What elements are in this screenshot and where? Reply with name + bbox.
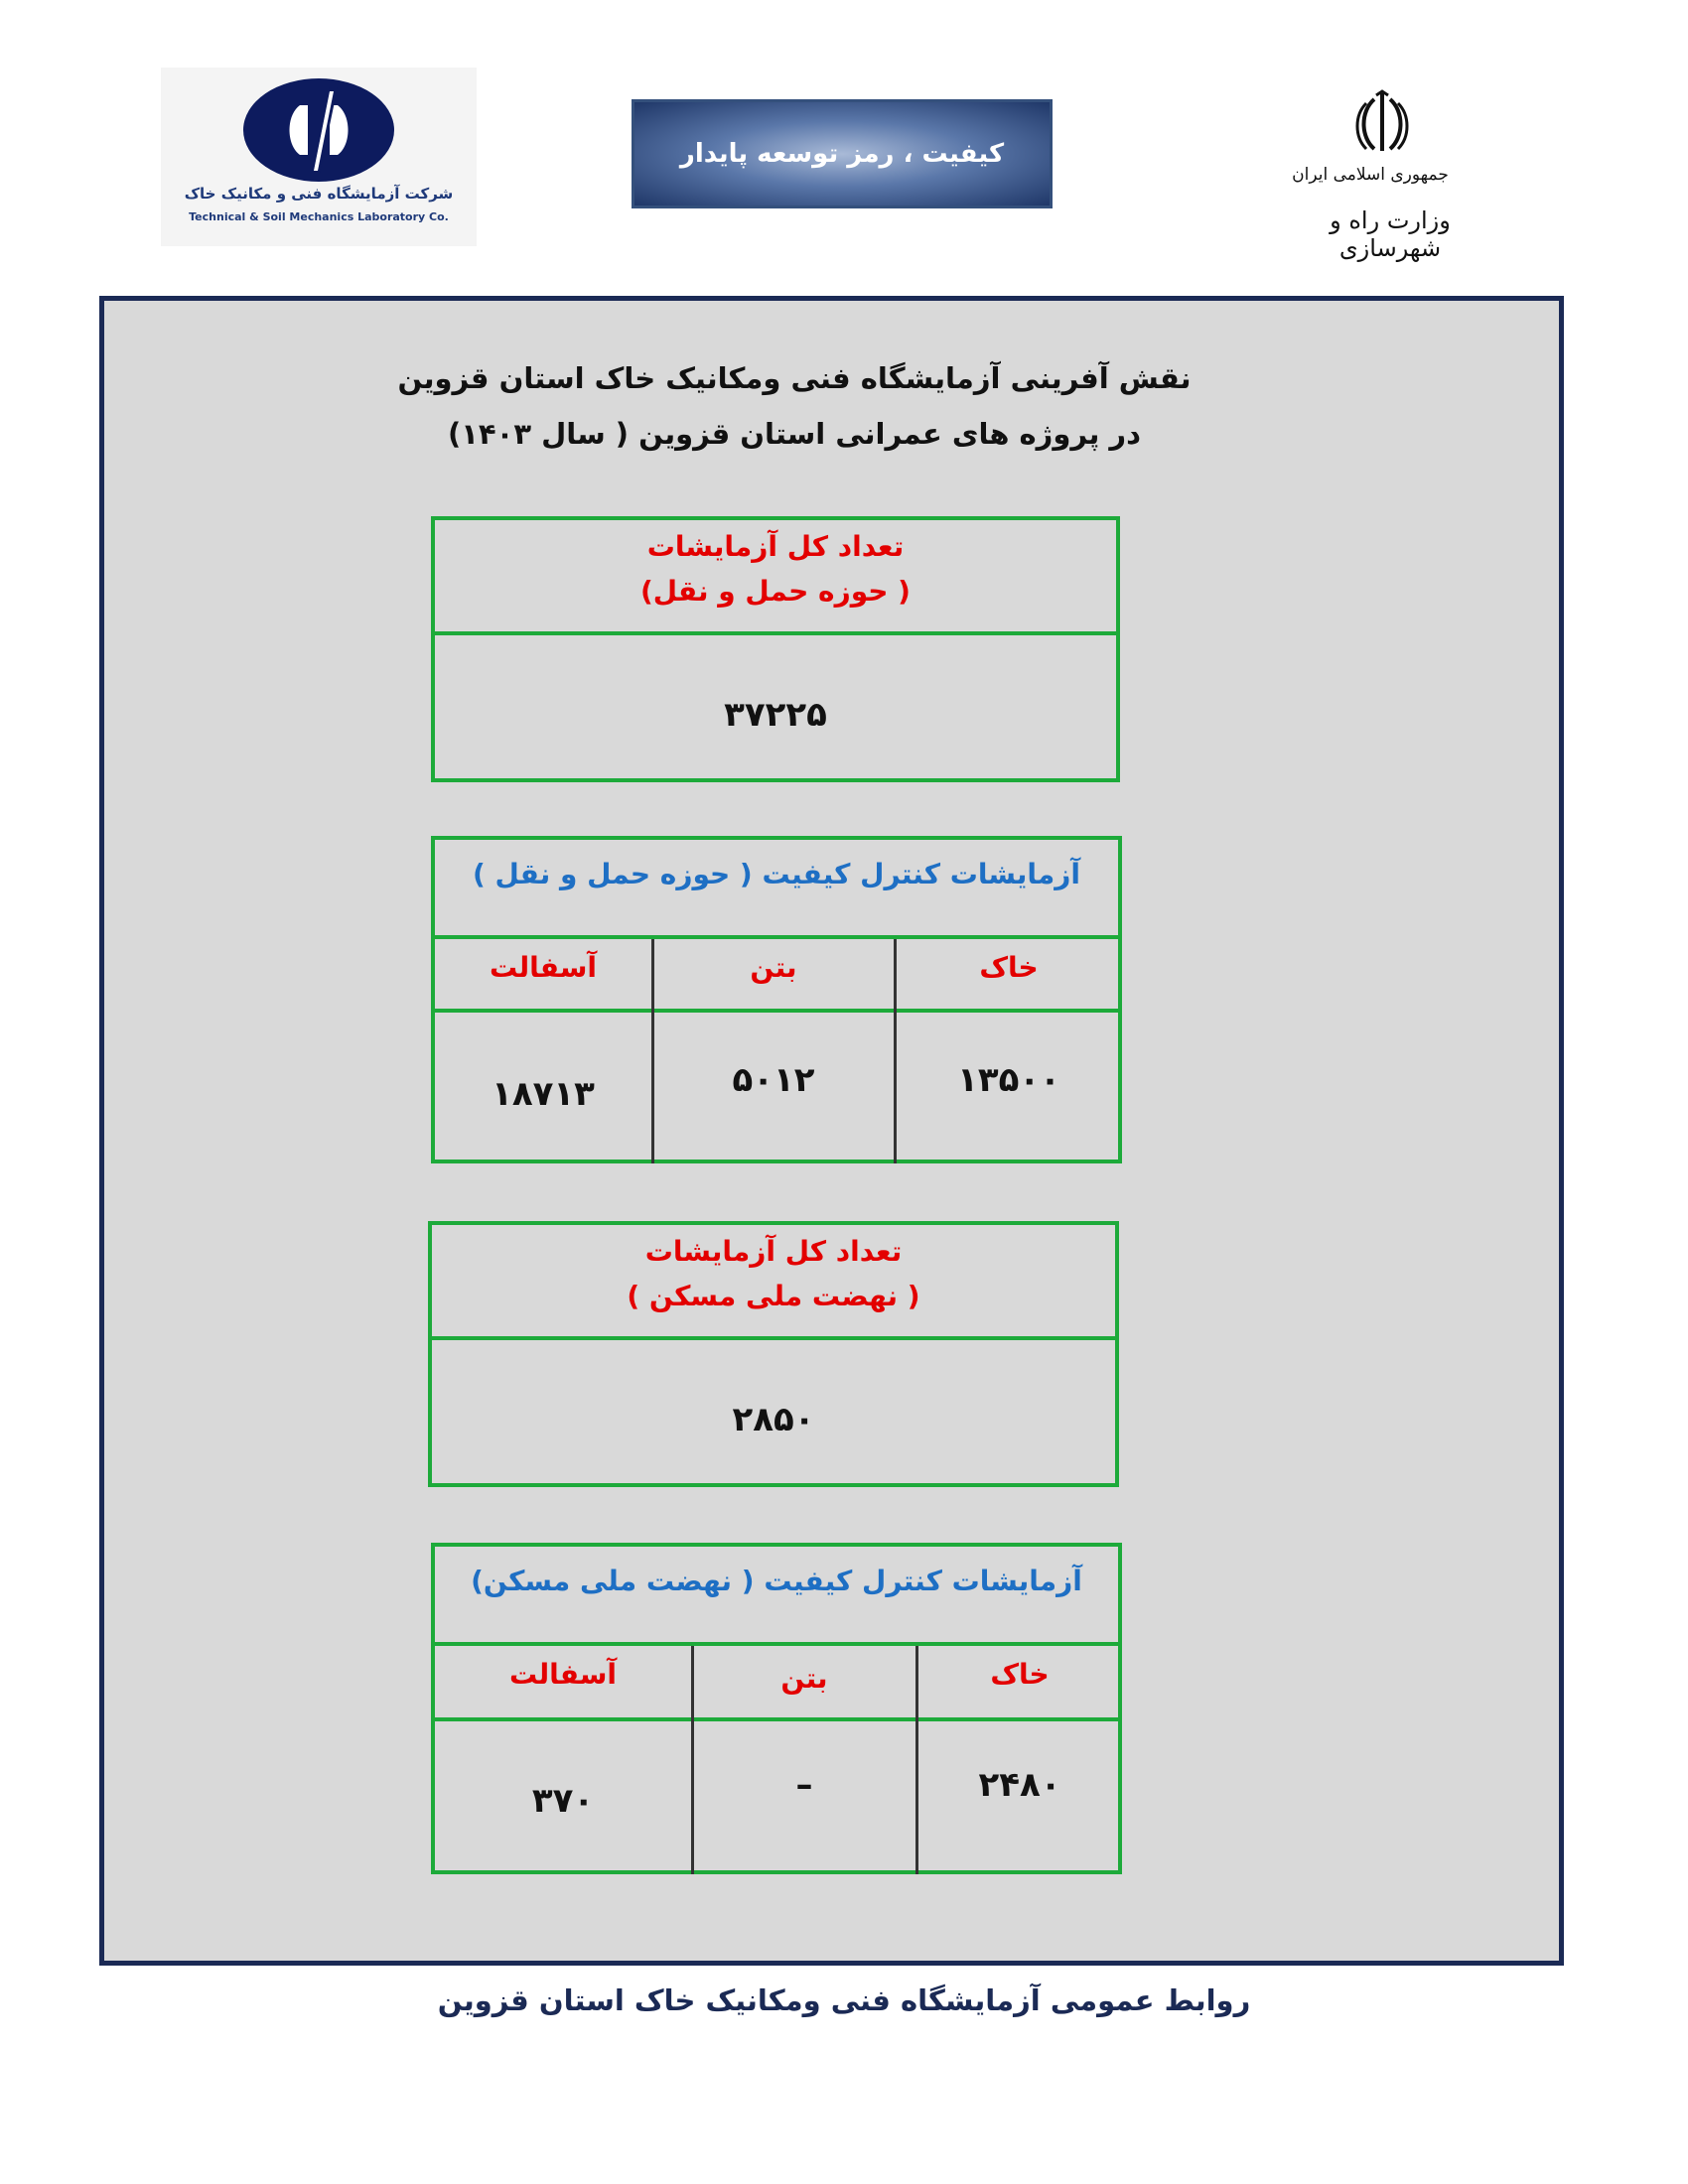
gov-name: جمهوری اسلامی ایران [1292,165,1449,185]
column-header-asphalt: آسفالت [509,1658,617,1691]
column-header-concrete: بتن [780,1662,828,1695]
divider [435,1717,1118,1721]
column-header-asphalt: آسفالت [490,951,597,984]
footer-text: روابط عمومی آزمایشگاه فنی ومکانیک خاک استان قزوین [437,1983,1251,2017]
slogan-text: کیفیت ، رمز توسعه پایدار [679,139,1005,169]
divider [435,935,1118,939]
value-asphalt: ۱۸۷۱۳ [492,1074,595,1114]
housing-qc-table [431,1543,1122,1874]
company-logo-icon [242,75,395,185]
company-name-fa: شرکت آزمایشگاه فنی و مکانیک خاک [184,185,454,203]
value-concrete: – [795,1765,813,1805]
page-title-line1: نقش آفرینی آزمایشگاه فنی ومکانیک خاک استان قزوین [397,361,1192,395]
column-header-soil: خاک [979,951,1039,984]
divider [435,1642,1118,1646]
column-header-concrete: بتن [750,951,797,984]
housing-total-table [428,1221,1119,1487]
value-soil: ۲۴۸۰ [978,1765,1061,1805]
divider [435,1009,1118,1013]
slogan-banner [632,99,1053,208]
company-logo [161,68,477,246]
transport-total-sublabel: ( حوزه حمل و نقل) [640,575,911,608]
column-header-soil: خاک [990,1658,1050,1691]
housing-total-label: تعداد کل آزمایشات [644,1235,903,1268]
transport-total-value: ۳۷۲۲۵ [724,695,827,735]
ministry-name: وزارت راه و شهرسازی [1330,206,1451,262]
transport-total-header [435,520,1116,635]
housing-total-sublabel: ( نهضت ملی مسکن ) [627,1280,920,1312]
housing-total-value: ۲۸۵۰ [732,1400,815,1439]
transport-qc-title: آزمایشات کنترل کیفیت ( حوزه حمل و نقل ) [473,858,1080,890]
value-concrete: ۵۰۱۲ [732,1060,815,1100]
transport-total-label: تعداد کل آزمایشات [646,530,905,563]
page-title-line2: در پروژه های عمرانی استان قزوین ( سال ۱۴۰۳) [447,417,1142,451]
transport-total-table [431,516,1120,782]
transport-qc-table [431,836,1122,1163]
housing-qc-title: آزمایشات کنترل کیفیت ( نهضت ملی مسکن) [471,1565,1082,1597]
value-asphalt: ۳۷۰ [531,1781,595,1821]
value-soil: ۱۳۵۰۰ [957,1060,1060,1100]
company-name-en: Technical & Soil Mechanics Laboratory Co. [189,210,449,223]
iran-emblem-icon [1352,89,1412,157]
housing-total-header [432,1225,1115,1340]
